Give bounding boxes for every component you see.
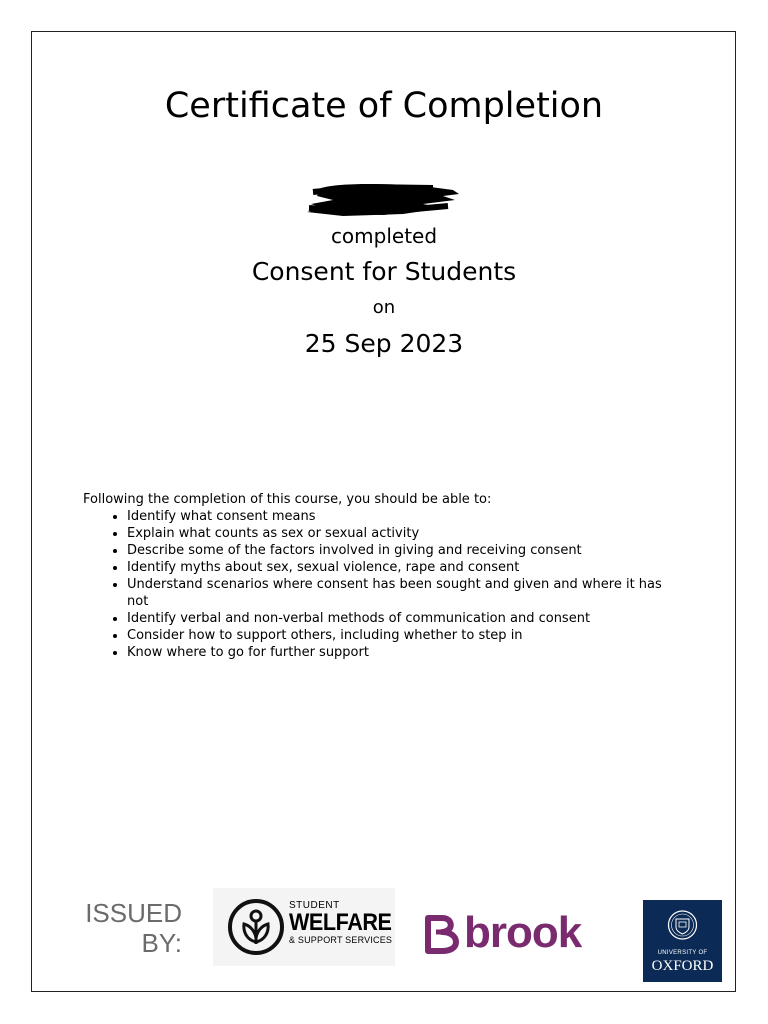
learning-objectives [83,491,683,661]
brook-logo [424,906,599,962]
certificate-title: Certificate of Completion [164,86,604,126]
welfare-line3: & SUPPORT SERVICES [289,935,393,945]
welfare-line2: WELFARE [289,909,392,936]
oxford-crest-icon [667,905,698,945]
oxford-university-of: UNIVERSITY OF [657,950,708,956]
completed-label: completed [330,224,438,248]
student-welfare-logo [213,888,395,966]
list-item: • Identify verbal and non-verbal methods of communication and consent [127,610,683,627]
welfare-line1: STUDENT [289,900,340,911]
list-item: • Explain what counts as sex or sexual activity [127,525,683,542]
list-item: • Know where to go for further support [127,644,683,661]
redacted-name [303,178,463,220]
sprout-icon [227,898,285,956]
objectives-intro: Following the completion of this course, you should be able to: [83,492,492,507]
list-item: • Understand scenarios where consent has been sought and given and where it has not [127,576,683,610]
oxford-wordmark: OXFORD [651,958,714,974]
list-item: • Identify what consent means [127,508,683,525]
brook-wordmark: brook [464,908,582,957]
issued-by-label [80,898,182,958]
course-name: Consent for Students [251,257,517,286]
issued-line: ISSUED [85,898,182,928]
by-line: BY: [141,928,182,958]
brook-b-icon [424,914,460,954]
list-item: • Describe some of the factors involved in giving and receiving consent [127,542,683,559]
on-label: on [372,297,396,318]
completion-date: 25 Sep 2023 [304,329,464,358]
list-item: • Consider how to support others, including whether to step in [127,627,683,644]
list-item: • Identify myths about sex, sexual violence, rape and consent [127,559,683,576]
objectives-list [83,508,683,661]
oxford-logo [643,900,722,982]
